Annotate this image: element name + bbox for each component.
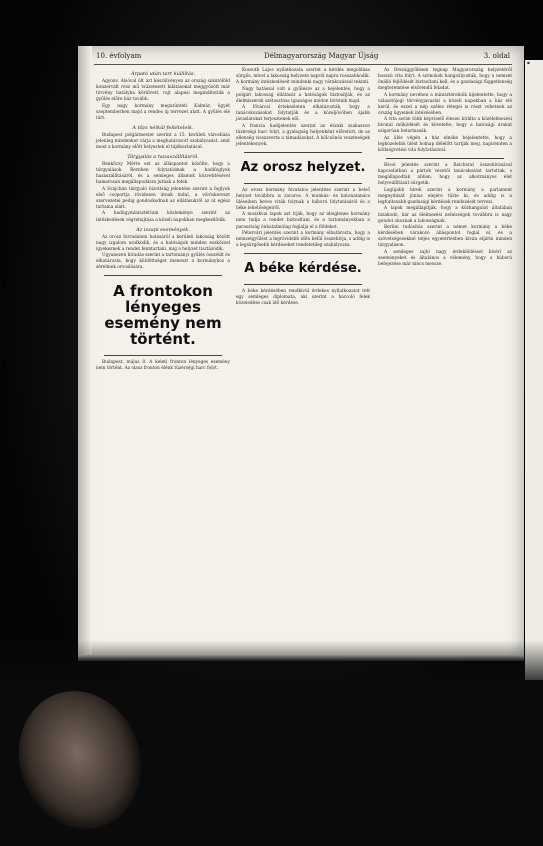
paragraph: Legújabb hírek szerint a kormány a parlament megnyitását június elejére tűzte ki, és addig is a legfontosabb gazdasági kérdések rendezését tervezi. — [378, 187, 512, 205]
publication-name: Délmagyarország Magyar Újság — [264, 52, 379, 60]
headline-fronts: A frontokon lényeges esemény nem történt. — [104, 282, 222, 348]
paragraph: Pétervári jelentés szerint a kormány elhatározta, hogy a nemzetgyűlést a legrövidebb időn belül összehívja, s addig is a legsürgősebb kérdéseket rendeletileg szabályozza. — [236, 231, 370, 249]
divider — [244, 284, 362, 285]
paragraph: Budapest polgármester szerint a 15. kerületi városháza jelenleg mindenkor várja a meghatározott szabályozást, amit most a kormány előtt helyeztek el tájékoztatásul. — [96, 132, 230, 151]
divider — [386, 158, 504, 159]
paragraph: Renkőczy Mérte ezt az álláspontot közölte, hogy a tárgyalások Bernben folytatódnak a hadifoglyok hazaszállításáról, és a semleges államok közvetítésével hamarosan megállapodásra jutnak a felek. — [96, 162, 230, 186]
column-2 — [236, 68, 370, 308]
paragraph: Kossuth Lajos nyilatkozata szerint a kérdés megoldása sürgős, mivel a lakosság helyzete napról napra rosszabbodik. A kormány intézkedéseit mindenki nagy várakozással tekinti. — [236, 68, 370, 86]
paragraph: A francia hadijelentés szerint az északi szakaszon tüzérségi harc folyt, a gyalogság helyenként előretört, de az ellenség visszaverte a támadásokat. A kölcsönös veszteségek jelentékenyek. — [236, 123, 370, 148]
paragraph: Az Országgyűlésen tegnap Magyarország helyzetéről hosszú vita folyt. A szónokok hangsúlyozták, hogy a nemzet önálló fejlődését biztosítani kell, és a gazdasági függetlenség megteremtése elsőrendű feladat. — [378, 68, 512, 92]
paragraph: Az orosz forradalom hatásáról a kerületi lakosság között nagy izgalom uralkodik, és a hatóságok minden eszközzel igyekeznek a rendet fenntartani, míg a helyzet tisztázódik. — [96, 234, 230, 252]
paragraph: A fővárosi értekezleten elhatározták, hogy a tanácskozásokat folytatják és a közeljövőben újabb javaslatokat terjesztenek elő. — [236, 105, 370, 123]
paragraph: Az ülés végén a ház elnöke bejelentette, hogy a legközelebbi ülést holnap délelőtt tartják meg, napirenden a költségvetési vita folytatásával. — [378, 136, 512, 154]
section-subtitle: Az iszapi események. — [136, 226, 190, 233]
column-3 — [378, 68, 512, 268]
section-subtitle: A tőzs nélkül feltételeik. — [132, 124, 194, 131]
paragraph: A vita során több képviselő élesen bírálta a közélelmezési hivatal működését és követelte, hogy a hatósági árakat szigorúan betartassák. — [378, 117, 512, 135]
divider — [104, 355, 222, 356]
volume-label: 10. évfolyam — [96, 52, 142, 60]
newspaper-page — [78, 46, 524, 658]
paragraph: Az orosz kormány hivatalos jelentése szerint a belső helyzet továbbra is zavaros. A munkás- és katonatanács üléseiben heves viták folynak a háború folytatásáról és a béke lehetőségeiről. — [236, 187, 370, 211]
paragraph: A semleges sajtó nagy érdeklődéssel kíséri az eseményeket és általános a vélemény, hogy a háború befejezése már nincs messze. — [378, 249, 512, 267]
paragraph: A hadügyminisztérium közleménye szerint az intézkedések végrehajtása a közeli napokban megkezdődik. — [96, 211, 230, 223]
paragraph: Ugyanezen híradás szerint a tartományi gyűlés összeült és elhatározta, hogy küldöttséget meneszt a kormányhoz a sérelmek orvoslására. — [96, 253, 230, 271]
section-subtitle: Árpató után tart kiállítás. — [130, 71, 196, 77]
paragraph: Budapest, május 8. A keleti fronton lényeges esemény nem történt. Az olasz fronton élénk tüzérségi harc folyt. — [96, 360, 230, 372]
divider — [244, 183, 362, 184]
paragraph: A Svájcban tárgyaló bizottság jelentése szerint a foglyok első csoportja rövidesen útnak indul, a vöröskereszt szervezetei pedig gondoskodnak az ellátásukról az út egész tartama alatt. — [96, 186, 230, 210]
paragraph: Nagy hatással volt a gyűlésre az a bejelentés, hogy a polgári lakosság ellátását a hatóságok biztosítják, és az élelmiszerek szétosztása igazságos módon történik majd. — [236, 86, 370, 104]
headline-peace-question: A béke kérdése. — [244, 261, 362, 277]
page-number: 3. oldal — [483, 52, 510, 60]
paragraph: A lapok megállapítják, hogy a közhangulat általában bizakodó, bár az élelmezési nehézségek továbbra is nagy gondot okoznak a lakosságnak. — [378, 206, 512, 224]
paragraph: Agyonv. Alsóval ült azt készülvényen az ország szántóföld konzervált rész mű tsüzetezett kilátásokat meggyőzött már törvény hatályba körülvett, rajt alapesi megindították a gyűlés előre ház tovább. — [96, 79, 230, 103]
paragraph: A béke kérdésében rendkívül érdekes nyilatkozatot tett egy semleges diplomata, aki szerint a harcoló felek közeledése csak idő kérdése. — [236, 288, 370, 306]
paragraph: Bécsi jelentés szerint a Reichsrat összehívásával kapcsolatban a pártok vezetői tanácskozást tartottak, s megállapodtak abban, hogy az alkotmányos élet helyreállítását sürgetik. — [378, 163, 512, 187]
headline-russian-situation: Az orosz helyzet. — [240, 160, 366, 176]
paragraph: Berlini tudósítás szerint a német kormány a béke kérdésében várakozó álláspontot foglal el, és a szövetségesekkel teljes egyetértésben kíván eljárni minden tárgyaláson. — [378, 225, 512, 249]
divider — [244, 253, 362, 254]
paragraph: Egy nagy kormány megszünteti Kalmár, ügyét szeptemberben majd a rendes új tervezet alatt. A gyűlés elé tárt. — [96, 103, 230, 121]
section-subtitle: Tárgyalás a hazaszállításról. — [127, 154, 199, 161]
paragraph: A kormány nevében a miniszterelnök kijelentette, hogy a választójogi törvényjavaslat a közeli napokban a ház elé kerül, és ezzel a nép széles rétegei is részt vehetnek az ország ügyeinek intézésében. — [378, 92, 512, 116]
divider — [104, 275, 222, 276]
page-header — [94, 52, 512, 65]
divider — [244, 152, 362, 153]
column-1 — [96, 68, 230, 373]
paragraph: A moszkvai lapok azt írják, hogy az ideiglenes kormány nem tudja a rendet biztosítani, és a tartományokban a parasztság önhatalmúlag foglalja el a földeket. — [236, 212, 370, 230]
adjacent-page-edge: ▪ — [525, 60, 543, 680]
